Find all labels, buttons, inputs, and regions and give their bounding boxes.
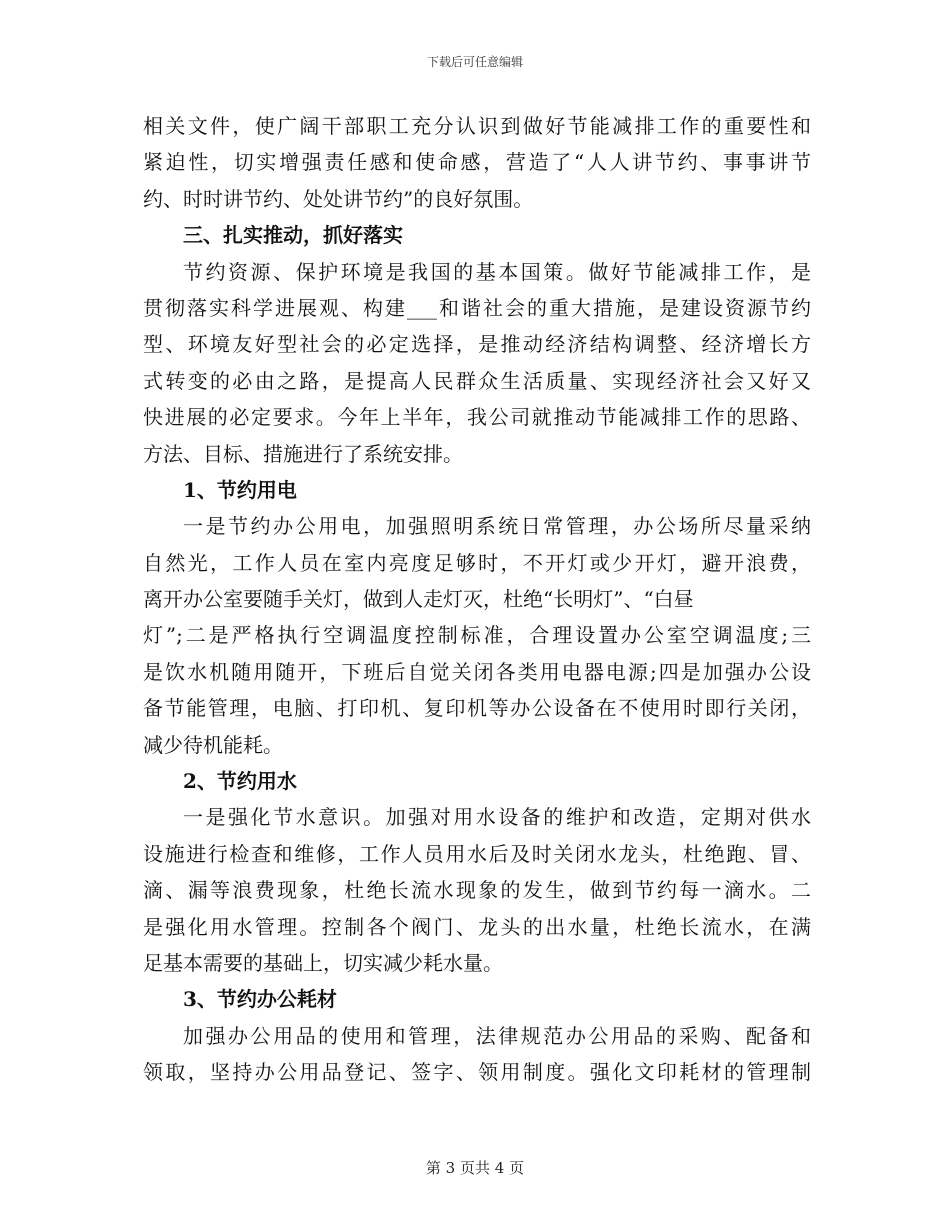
text-line: 快进展的必定要求。今年上半年，我公司就推动节能减排工作的思路、 [143, 405, 811, 430]
text-line: 贯彻落实科学进展观、构建___和谐社会的重大措施，是建设资源节约 [143, 295, 811, 320]
text-line: 备节能管理，电脑、打印机、复印机等办公设备在不使用时即行关闭， [143, 696, 811, 721]
text-line: 离开办公室要随手关灯，做到人走灯灭，杜绝“长明灯”、“白昼 [143, 587, 694, 612]
text-line: 减少待机能耗。 [143, 732, 283, 757]
document-body [143, 108, 811, 1091]
text-line: 节约资源、保护环境是我国的基本国策。做好节能减排工作，是 [183, 259, 811, 284]
text-line: 自然光，工作人员在室内亮度足够时，不开灯或少开灯，避开浪费， [143, 550, 811, 575]
text-line: 方法、目标、措施进行了系统安排。 [143, 441, 463, 466]
text-line: 是饮水机随用随开，下班后自觉关闭各类用电器电源;四是加强办公设 [143, 659, 811, 684]
text-line: 滴、漏等浪费现象，杜绝长流水现象的发生，做到节约每一滴水。二 [143, 878, 811, 903]
text-line: 设施进行检查和维修，工作人员用水后及时关闭水龙头，杜绝跑、冒、 [143, 841, 811, 866]
text-line: 型、环境友好型社会的必定选择，是推动经济结构调整、经济增长方 [143, 332, 811, 357]
section-heading: 1、节约用电 [183, 477, 297, 502]
section-heading: 2、节约用水 [183, 769, 297, 794]
text-line: 灯”;二是严格执行空调温度控制标准，合理设置办公室空调温度;三 [143, 623, 811, 648]
text-line: 相关文件，使广阔干部职工充分认识到做好节能减排工作的重要性和 [143, 114, 811, 138]
page-header: 下载后可任意编辑 [426, 55, 523, 69]
section-heading: 3、节约办公耗材 [183, 987, 337, 1012]
text-line: 是强化用水管理。控制各个阀门、龙头的出水量，杜绝长流水，在满 [143, 914, 811, 939]
section-heading: 三、扎实推动，抓好落实 [183, 223, 403, 248]
text-line: 领取，坚持办公用品登记、签字、领用制度。强化文印耗材的管理制 [143, 1060, 811, 1085]
text-line: 约、时时讲节约、处处讲节约”的良好氛围。 [143, 186, 534, 211]
text-line: 一是强化节水意识。加强对用水设备的维护和改造，定期对供水 [183, 805, 811, 830]
text-line: 紧迫性，切实增强责任感和使命感，营造了“人人讲节约、事事讲节 [143, 150, 811, 175]
page-footer: 第 3 页共 4 页 [425, 1159, 525, 1177]
text-line: 一是节约办公用电，加强照明系统日常管理，办公场所尽量采纳 [183, 514, 811, 539]
text-line: 足基本需要的基础上，切实减少耗水量。 [143, 950, 503, 975]
text-line: 式转变的必由之路，是提高人民群众生活质量、实现经济社会又好又 [143, 368, 811, 393]
text-line: 加强办公用品的使用和管理，法律规范办公用品的采购、配备和 [183, 1023, 811, 1048]
